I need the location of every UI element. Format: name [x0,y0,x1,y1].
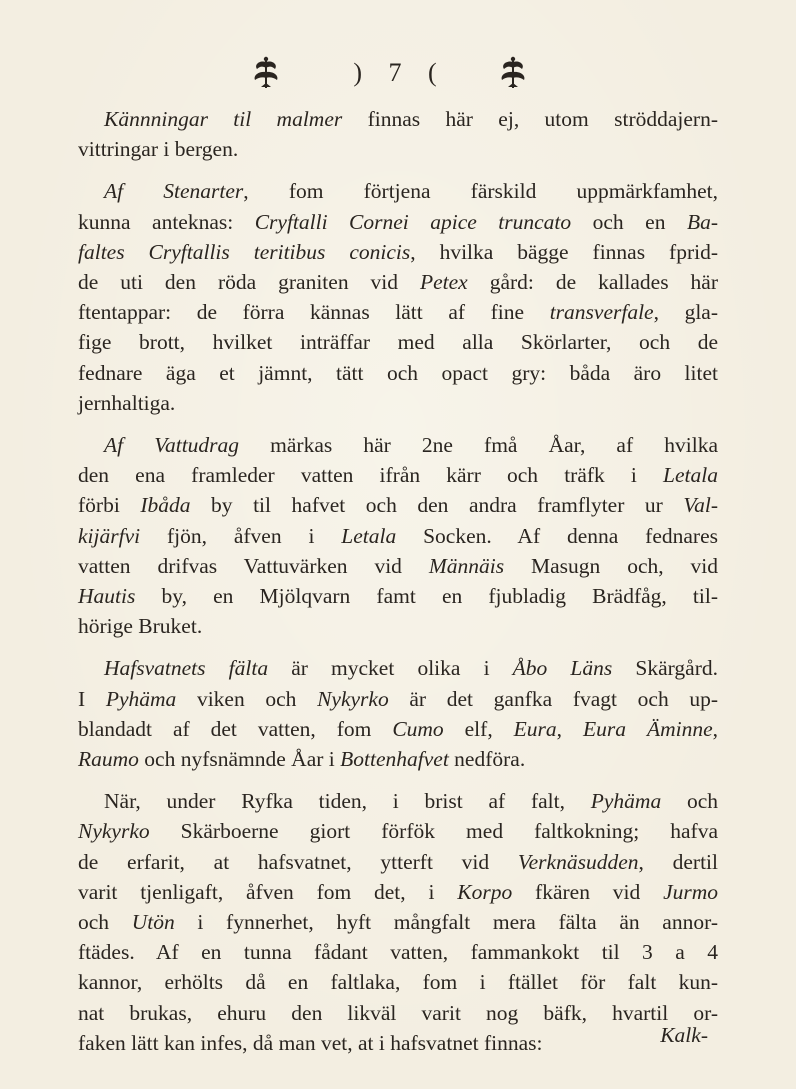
text-line [78,937,718,967]
text-run: och [661,789,719,814]
text-line [78,521,718,551]
text-run: I [78,686,106,711]
text-run: När, under Ryfka tiden, i brist af falt, [104,789,591,814]
text-line [78,267,718,297]
italic-text: Hafsvatnets fälta [104,656,269,681]
italic-text: Eura Äminne [582,716,713,741]
text-run: kunna anteknas: [78,209,255,234]
italic-text: Åbo Läns [512,656,613,681]
text-run: ftentappar: de förra kännas lätt af fine [78,300,550,325]
text-line [78,684,718,714]
text-run: Masugn och, vid [504,553,718,578]
paragraph [78,653,718,774]
text-run: gård: de kallades här [467,270,718,295]
text-line [78,967,718,997]
text-run: och en [571,209,687,234]
italic-text: Ba- [686,209,718,234]
text-run: de erfarit, at hafsvatnet, ytterft vid [78,849,518,874]
italic-text: Pyhäma [590,789,662,814]
text-line [78,714,718,744]
text-run: den ena framleder vatten ifrån kärr och träfk i [78,463,664,488]
text-run: och nyfsnämnde Åar i [138,747,341,772]
text-run: fige brott, hvilket inträffar med alla Skörlarter, och de [78,330,718,355]
text-run: vatten drifvas Vattuvärken vid [78,553,429,578]
text-line [78,551,718,581]
text-run: by til hafvet och den andra framflyter ur [190,493,684,518]
text-run: de uti den röda graniten vid [78,270,420,295]
text-run: by, en Mjölqvarn famt en fjubladig Brädfåg, til- [135,584,718,609]
text-line [78,907,718,937]
italic-text: Nykyrko [78,819,150,844]
paragraph [78,786,718,1058]
text-run: elf, [443,716,514,741]
italic-text: Nykyrko [317,686,389,711]
fleuron-ornament-icon [251,56,281,90]
italic-text: Letala [341,523,397,548]
text-line [78,358,718,388]
text-line [78,611,718,641]
italic-text: Petex [419,270,468,295]
text-run: är det ganfka fvagt och up- [388,686,719,711]
italic-text: Letala [663,463,718,488]
text-run: fjön, åfven i [140,523,342,548]
text-line [78,297,718,327]
text-run: i fynnerhet, hyft mångfalt mera fälta än annor- [174,910,718,935]
italic-text: Af Stenarter [104,179,244,204]
text-line [78,176,718,206]
text-run: , fom förtjena färskild uppmärkfamhet, [243,179,718,204]
text-run: , dertil [638,849,718,874]
italic-text: Cryftalli Cornei apice truncato [254,209,572,234]
italic-text: Bottenhafvet [340,747,449,772]
text-run: förbi [78,493,141,518]
italic-text: Val- [683,493,719,518]
paragraph [78,430,718,641]
text-run: , hvilka bägge finnas fprid- [410,239,718,264]
text-run: , gla- [653,300,718,325]
text-line [78,388,718,418]
text-run: märkas här 2ne fmå Åar, af hvilka [239,433,718,458]
text-line [78,744,718,774]
text-run: nat brukas, ehuru den likväl varit nog bäfk, hvartil or- [78,1000,718,1025]
paragraph [78,104,718,164]
text-run: kannor, erhölts då en faltlaka, fom i ftället för falt kun- [78,970,718,995]
italic-text: Ibåda [140,493,191,518]
text-run: faken lätt kan infes, då man vet, at i hafsvatnet finnas: [78,1030,543,1055]
page-number: ) 7 ( [353,58,447,87]
text-run: ftädes. Af en tunna fådant vatten, fammankokt til 3 a 4 [78,940,718,965]
text-line [78,847,718,877]
catchword: Kalk- [660,1023,708,1047]
text-run: fednare äga et jämnt, tätt och opact gry: båda äro litet [78,360,718,385]
text-line [78,207,718,237]
text-run: fkären vid [512,879,664,904]
italic-text: Raumo [78,747,139,772]
italic-text: Korpo [457,879,513,904]
italic-text: Hautis [78,584,136,609]
italic-text: kijärfvi [78,523,141,548]
text-run: vittringar i bergen. [78,137,239,162]
text-run: hörige Bruket. [78,614,203,639]
text-line [78,490,718,520]
text-run: är mycket olika i [268,656,513,681]
text-line [78,104,718,134]
text-line [78,430,718,460]
text-run: blandadt af det vatten, fom [78,716,393,741]
text-run: och [78,910,132,935]
italic-text: Cumo [392,716,444,741]
italic-text: Kännningar til malmer [104,107,343,131]
text-line [78,816,718,846]
italic-text: faltes Cryftallis teritibus conicis [78,239,411,264]
fleuron-ornament-icon [498,56,528,90]
text-line [78,877,718,907]
paragraph [78,176,718,418]
text-run: finnas här ej, utom ströddajern- [342,107,718,131]
italic-text: Utön [131,910,175,935]
text-run: varit tjenligaft, åfven fom det, i [78,879,458,904]
text-run: , [556,716,583,741]
italic-text: Männäis [428,553,505,578]
italic-text: transverfale [549,300,654,325]
text-run: viken och [176,686,318,711]
text-line [78,786,718,816]
text-run: nedföra. [448,747,526,772]
text-run: Socken. Af denna fednares [396,523,718,548]
italic-text: Verknäsudden [517,849,639,874]
italic-text: Pyhäma [105,686,177,711]
body-text [78,104,718,1058]
italic-text: Jurmo [663,879,718,904]
text-line [78,134,718,164]
page-header [0,56,796,96]
text-run: jernhaltiga. [78,390,176,415]
italic-text: Af Vattudrag [104,433,240,458]
text-run: Skärgård. [612,656,718,681]
text-run: , [712,716,718,741]
text-line [78,460,718,490]
text-line [78,237,718,267]
text-run: Skärboerne giort förfök med faltkokning; hafva [149,819,718,844]
text-line [78,581,718,611]
text-line [78,653,718,683]
italic-text: Eura [513,716,557,741]
text-line [78,327,718,357]
